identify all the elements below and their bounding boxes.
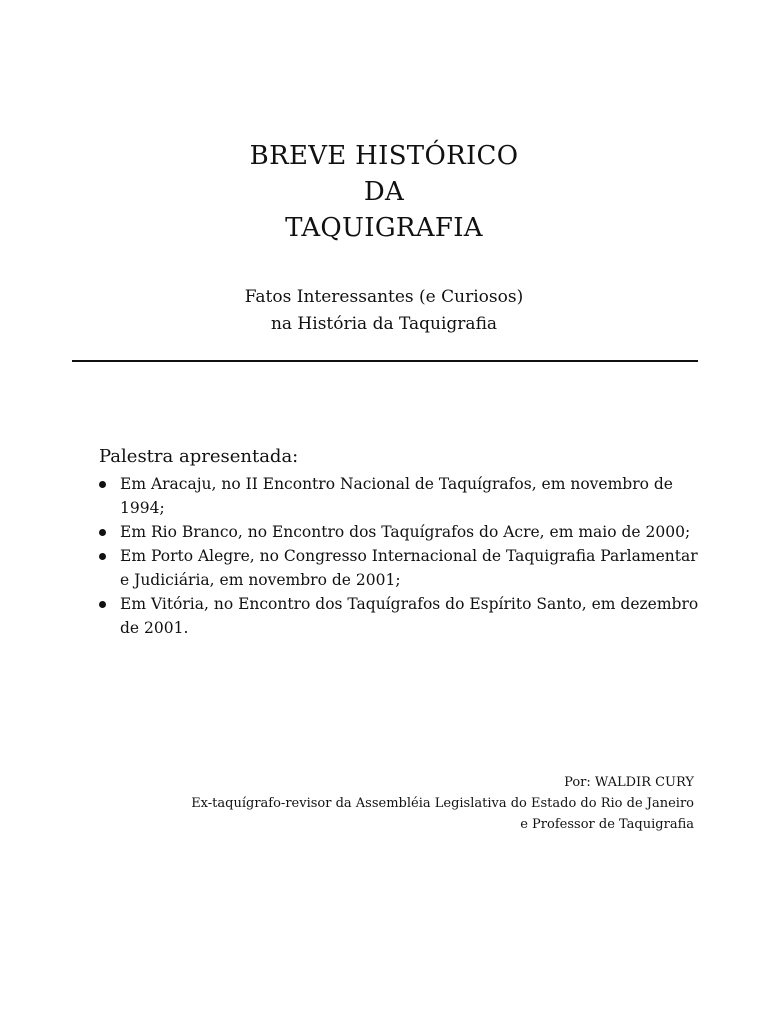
author-role-line-1: Ex-taquígrafo-revisor da Assembléia Legislativa do Estado do Rio de Janeiro bbox=[191, 796, 694, 811]
author-role-line-2: e Professor de Taquigrafia bbox=[520, 817, 694, 832]
document-subtitle bbox=[0, 284, 768, 338]
list-item bbox=[99, 520, 709, 544]
bullet-icon bbox=[99, 481, 106, 488]
list-item-text: Em Aracaju, no II Encontro Nacional de Taquígrafos, em novembro de 1994; bbox=[120, 475, 673, 517]
subtitle-line-2: na História da Taquigrafia bbox=[270, 314, 498, 334]
author-block bbox=[191, 772, 694, 835]
list-item bbox=[99, 472, 709, 520]
list-item-text: Em Vitória, no Encontro dos Taquígrafos do Espírito Santo, em dezembro de 2001. bbox=[120, 595, 699, 637]
title-line-3: TAQUIGRAFIA bbox=[285, 213, 483, 243]
title-line-1: BREVE HISTÓRICO bbox=[249, 141, 519, 171]
bullet-icon bbox=[99, 553, 106, 560]
subtitle-line-1: Fatos Interessantes (e Curiosos) bbox=[244, 287, 524, 307]
horizontal-divider bbox=[72, 360, 698, 362]
lecture-list bbox=[99, 472, 709, 640]
lecture-section bbox=[99, 444, 709, 640]
title-line-2: DA bbox=[363, 177, 405, 207]
list-item bbox=[99, 592, 709, 640]
bullet-icon bbox=[99, 601, 106, 608]
list-item bbox=[99, 544, 709, 592]
bullet-icon bbox=[99, 529, 106, 536]
list-item-text: Em Porto Alegre, no Congresso Internacional de Taquigrafia Parlamentar e Judiciária, em novembro de 2001; bbox=[120, 547, 698, 589]
author-byline: Por: WALDIR CURY bbox=[564, 775, 694, 790]
lecture-heading: Palestra apresentada: bbox=[99, 446, 299, 467]
document-title bbox=[0, 138, 768, 246]
list-item-text: Em Rio Branco, no Encontro dos Taquígrafos do Acre, em maio de 2000; bbox=[120, 523, 691, 541]
